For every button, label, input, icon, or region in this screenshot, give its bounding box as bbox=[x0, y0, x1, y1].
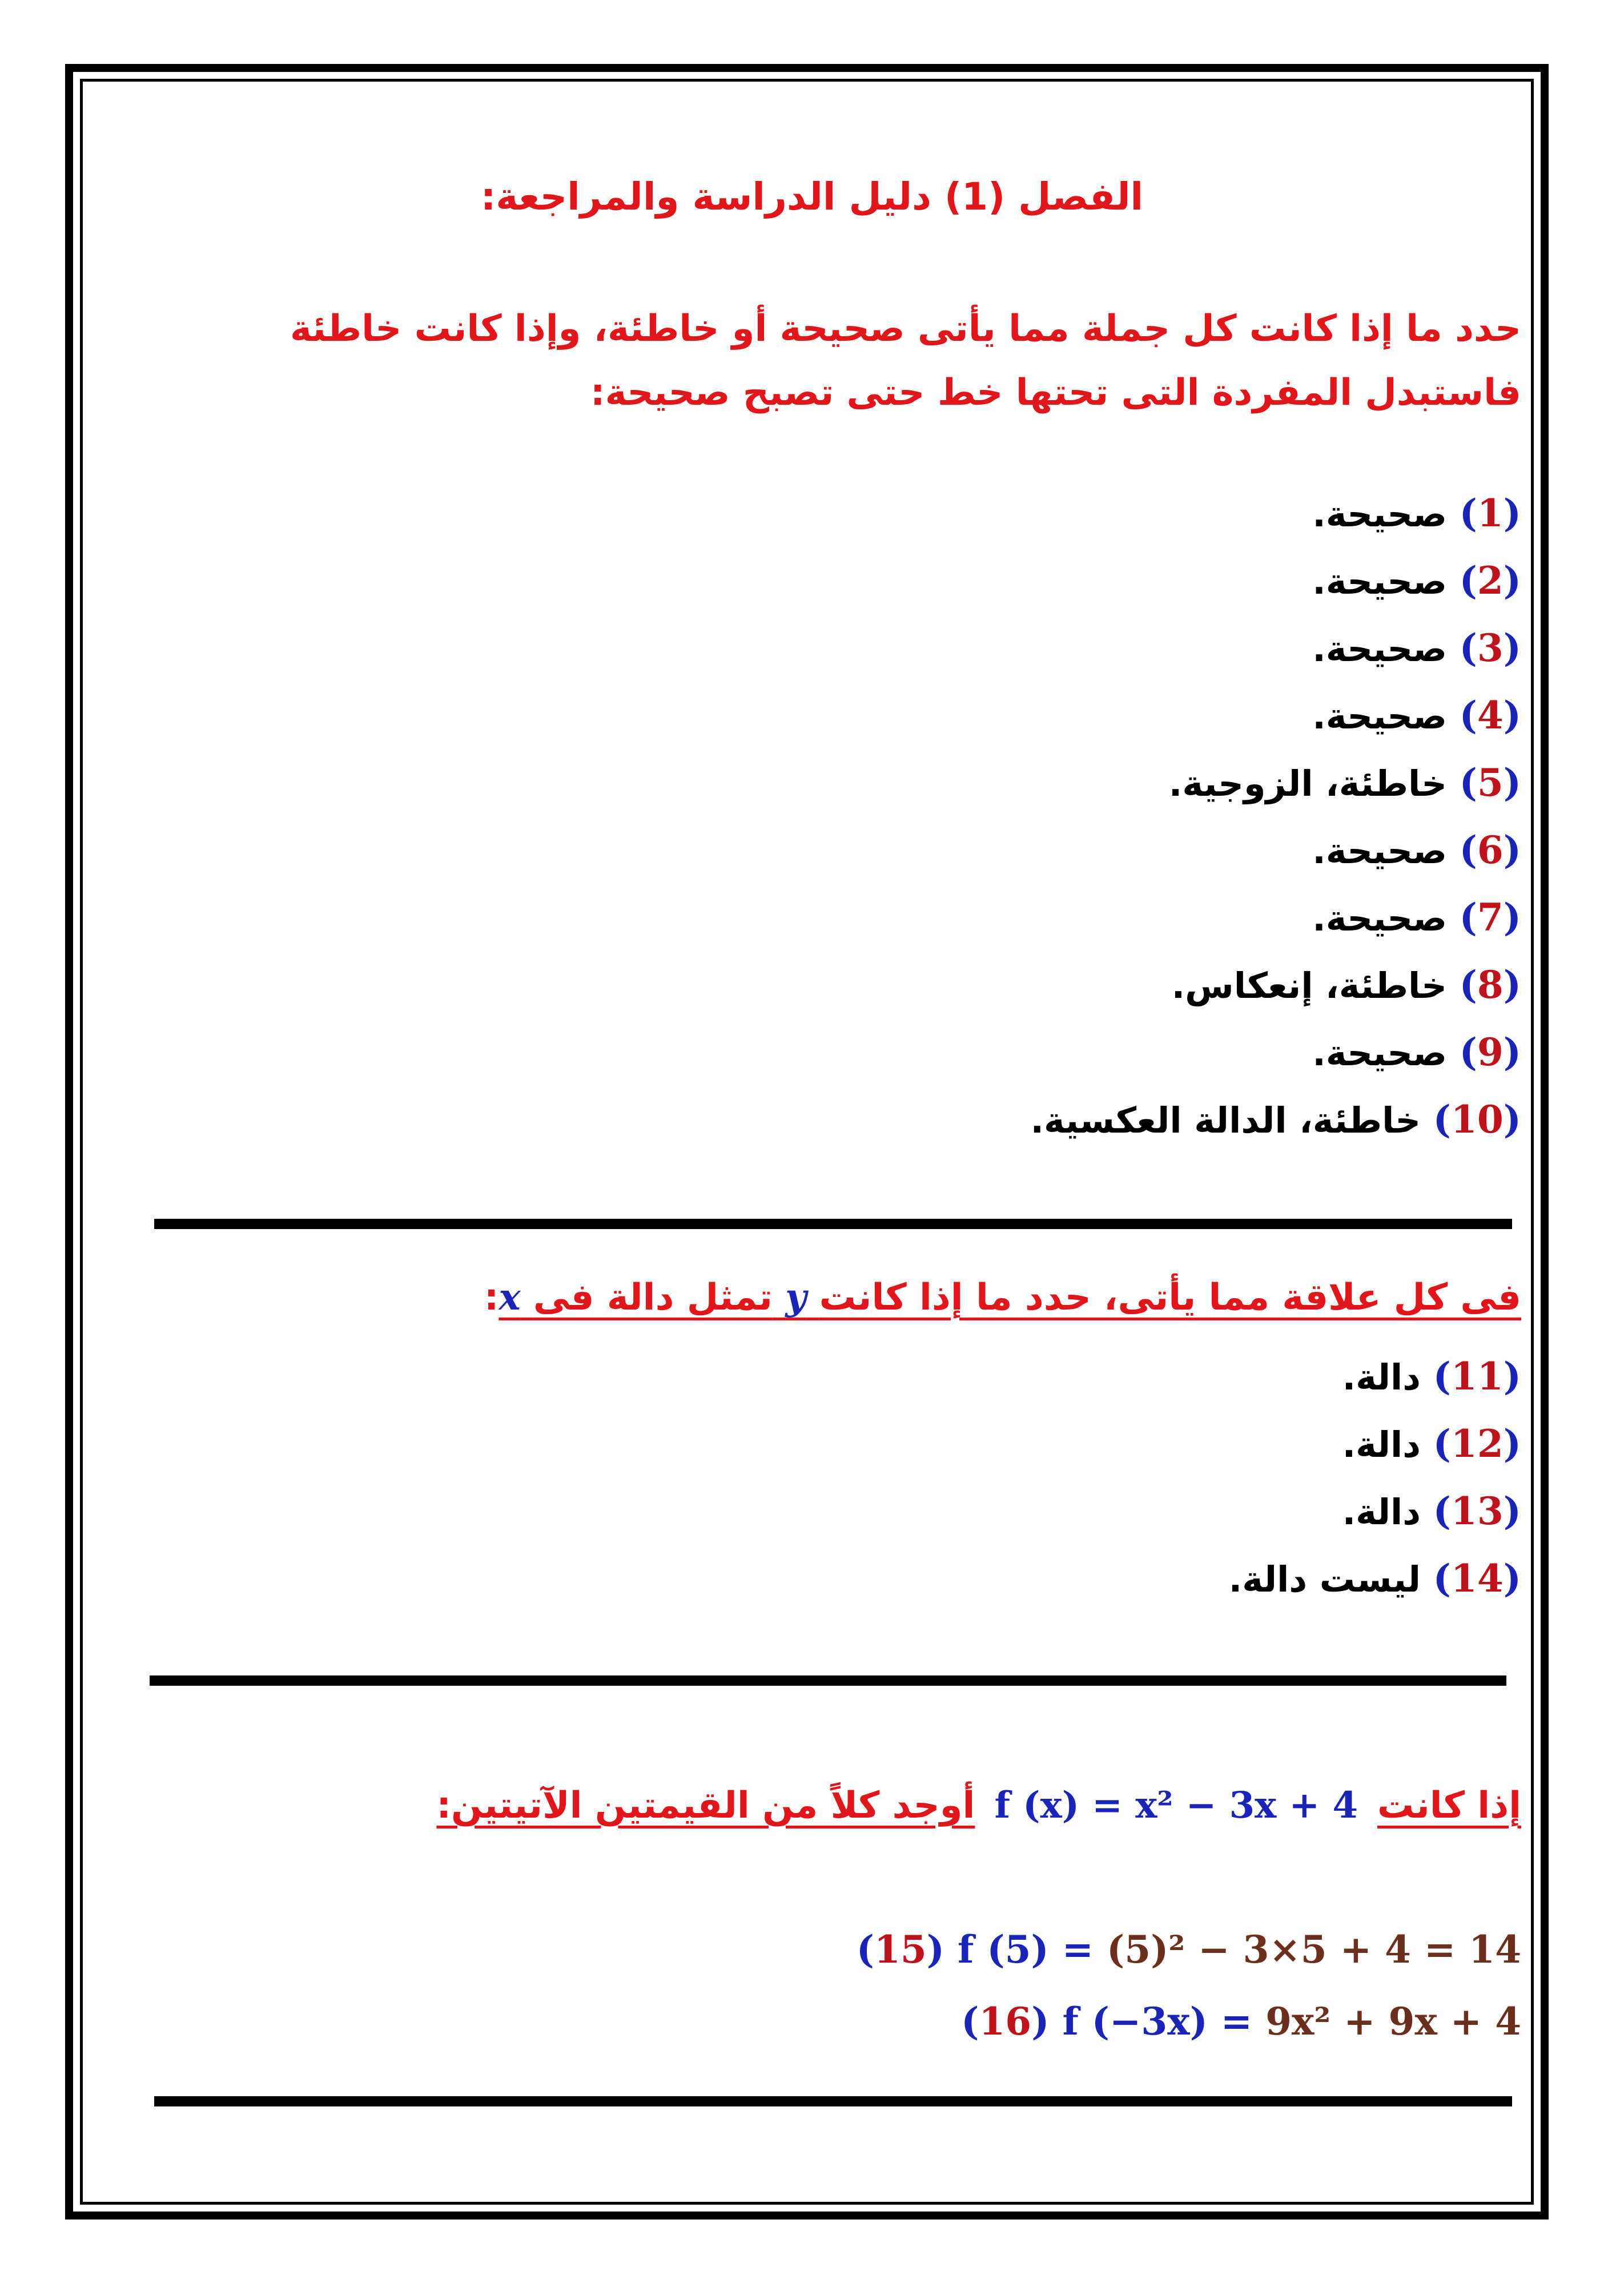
section1-instructions: حدد ما إذا كانت كل جملة مما يأتى صحيحة أو خاطئة، وإذا كانت خاطئة فاستبدل المفردة التى تحتها خط حتى تصبح صحيحة: bbox=[290, 308, 1521, 414]
variable-y: y bbox=[785, 1276, 807, 1319]
equation-lhs: f (5) = bbox=[958, 1927, 1094, 1972]
answer-number: (9) bbox=[1459, 1030, 1521, 1074]
answer-text: صحيحة. bbox=[1312, 897, 1447, 939]
answer-item bbox=[208, 1545, 1521, 1612]
answer-text: صحيحة. bbox=[1312, 561, 1447, 602]
answer-text: خاطئة، إنعكاس. bbox=[1171, 965, 1447, 1006]
section2-heading: فى كل علاقة مما يأتى، حدد ما إذا كانت y تمثل دالة فى x: bbox=[484, 1276, 1521, 1319]
answer-number: (14) bbox=[1433, 1556, 1521, 1601]
answer-item bbox=[208, 547, 1521, 614]
equation-lhs: f (−3x) = bbox=[1062, 1999, 1253, 2044]
answer-text: خاطئة، الزوجية. bbox=[1168, 763, 1447, 804]
equation-rhs: 9x² + 9x + 4 bbox=[1265, 1999, 1521, 2044]
answer-text: صحيحة. bbox=[1312, 493, 1447, 535]
answer-text: صحيحة. bbox=[1312, 628, 1447, 670]
answer-item bbox=[208, 682, 1521, 749]
answer-item bbox=[208, 749, 1521, 816]
answer-number: (2) bbox=[1459, 558, 1521, 603]
answer-text: ليست دالة. bbox=[1228, 1558, 1421, 1600]
answer-item bbox=[208, 1018, 1521, 1086]
answer-number: (3) bbox=[1459, 626, 1521, 670]
answer-item bbox=[208, 1477, 1521, 1545]
section3-equations bbox=[151, 1914, 1521, 2057]
answer-item bbox=[208, 884, 1521, 951]
chapter-title: الفصل (1) دليل الدراسة والمراجعة: bbox=[480, 175, 1144, 219]
answer-text: دالة. bbox=[1342, 1356, 1421, 1398]
answer-text: صحيحة. bbox=[1312, 1032, 1447, 1074]
answer-number: (4) bbox=[1459, 693, 1521, 738]
answer-item bbox=[208, 1086, 1521, 1153]
answer-item bbox=[208, 1343, 1521, 1410]
answer-item bbox=[208, 816, 1521, 884]
variable-x: x bbox=[499, 1276, 521, 1319]
answer-number: (5) bbox=[1459, 760, 1521, 805]
equation-number: (16) bbox=[961, 1999, 1050, 2044]
equation-rhs: (5)² − 3×5 + 4 = 14 bbox=[1107, 1927, 1521, 1972]
answer-number: (12) bbox=[1433, 1421, 1521, 1466]
section-divider bbox=[150, 1675, 1506, 1686]
answer-number: (13) bbox=[1433, 1489, 1521, 1533]
section3-heading: إذا كانتf (x) = x² − 3x + 4أوجد كلاً من القيمتين الآتيتين: bbox=[151, 1778, 1521, 1833]
equation-line bbox=[151, 1985, 1521, 2057]
section-divider bbox=[154, 2096, 1512, 2106]
answer-text: دالة. bbox=[1342, 1424, 1421, 1465]
answer-number: (8) bbox=[1459, 962, 1521, 1007]
section1-answers-list bbox=[208, 480, 1521, 1153]
answer-item bbox=[208, 1410, 1521, 1477]
answer-number: (1) bbox=[1459, 491, 1521, 535]
equation-number: (15) bbox=[856, 1927, 945, 1972]
answer-item bbox=[208, 614, 1521, 682]
equation-line bbox=[151, 1914, 1521, 1985]
answer-text: خاطئة، الدالة العكسية. bbox=[1030, 1099, 1421, 1141]
answer-item bbox=[208, 480, 1521, 547]
section-divider bbox=[154, 1219, 1512, 1229]
answer-number: (11) bbox=[1433, 1354, 1521, 1399]
section2-answers-list bbox=[208, 1343, 1521, 1612]
answer-item bbox=[208, 951, 1521, 1018]
answer-number: (7) bbox=[1459, 895, 1521, 940]
answer-number: (10) bbox=[1433, 1097, 1521, 1142]
answer-text: صحيحة. bbox=[1312, 830, 1447, 872]
answer-number: (6) bbox=[1459, 828, 1521, 872]
answer-text: دالة. bbox=[1342, 1491, 1421, 1533]
function-definition: f (x) = x² − 3x + 4 bbox=[994, 1784, 1358, 1827]
answer-text: صحيحة. bbox=[1312, 695, 1447, 737]
